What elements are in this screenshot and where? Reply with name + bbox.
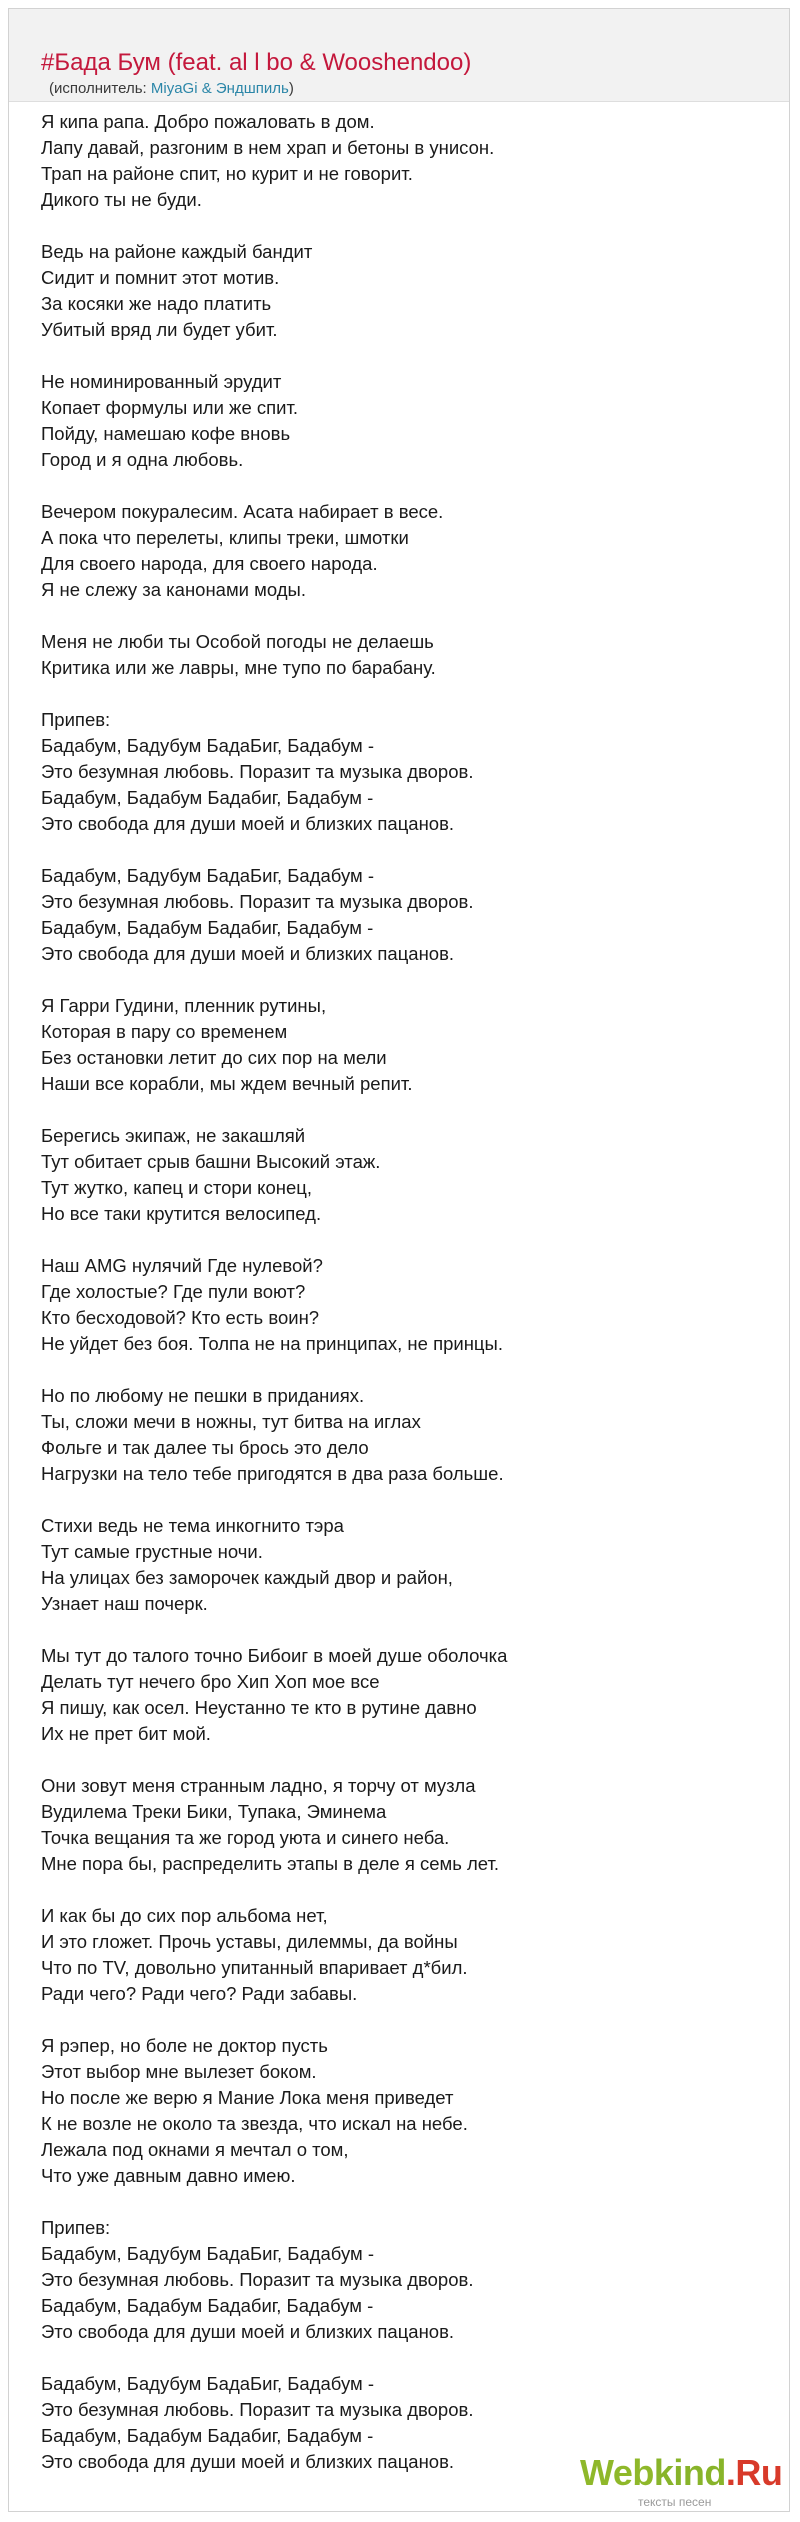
lyrics-line: Нагрузки на тело тебе пригодятся в два раза больше. [41, 1463, 504, 1484]
lyrics-line: Но все таки крутится велосипед. [41, 1203, 322, 1224]
song-title: #Бада Бум (feat. al l bo & Wooshendoo) [41, 49, 472, 76]
lyrics-line: Они зовут меня странным ладно, я торчу от музла [41, 1775, 476, 1796]
lyrics-line: Это свобода для души моей и близких пацанов. [41, 2321, 455, 2342]
lyrics-line: Это безумная любовь. Поразит та музыка дворов. [41, 891, 474, 912]
lyrics-line: Это безумная любовь. Поразит та музыка дворов. [41, 2269, 474, 2290]
lyrics-line: Я рэпер, но боле не доктор пусть [41, 2035, 328, 2056]
lyrics-line: Точка вещания та же город уюта и синего неба. [41, 1827, 450, 1848]
logo-dot: . [725, 2452, 736, 2493]
lyrics-line: Это безумная любовь. Поразит та музыка дворов. [41, 761, 474, 782]
lyrics-line: Узнает наш почерк. [41, 1593, 208, 1614]
lyrics-line: Тут самые грустные ночи. [41, 1541, 263, 1562]
lyrics-line: Бадабум, Бадубум БадаБиг, Бадабум - [41, 2243, 375, 2264]
lyrics-line: Ведь на районе каждый бандит [41, 241, 313, 262]
lyrics-line: Это свобода для души моей и близких пацанов. [41, 813, 455, 834]
logo-web: Web [580, 2452, 654, 2493]
lyrics-line: Меня не люби ты Особой погоды не делаешь [41, 631, 434, 652]
lyrics-line: Что уже давным давно имею. [41, 2165, 296, 2186]
lyrics-line: Я не слежу за канонами моды. [41, 579, 306, 600]
lyrics-stanza [41, 1773, 741, 1877]
lyrics-line: Бадабум, Бадубум БадаБиг, Бадабум - [41, 865, 375, 886]
logo-wordmark [580, 2453, 782, 2493]
artist-prefix: (исполнитель: [49, 80, 151, 97]
lyrics-line: Наш AMG нулячий Где нулевой? [41, 1255, 323, 1276]
lyrics-line: Но по любому не пешки в приданиях. [41, 1385, 365, 1406]
lyrics-line: А пока что перелеты, клипы треки, шмотки [41, 527, 409, 548]
lyrics-line: Вудилема Треки Бики, Тупака, Эминема [41, 1801, 387, 1822]
lyrics-line: За косяки же надо платить [41, 293, 272, 314]
lyrics-line: Фольге и так далее ты брось это дело [41, 1437, 369, 1458]
lyrics-line: К не возле не около та звезда, что искал на небе. [41, 2113, 468, 2134]
lyrics-line: Я Гарри Гудини, пленник рутины, [41, 995, 327, 1016]
lyrics-line: Я кипа рапа. Добро пожаловать в дом. [41, 111, 375, 132]
lyrics-line: Кто бесходовой? Кто есть воин? [41, 1307, 320, 1328]
webkind-logo [580, 2452, 783, 2513]
lyrics-line: Бадабум, Бадабум Бадабиг, Бадабум - [41, 2295, 374, 2316]
lyrics-line: Без остановки летит до сих пор на мели [41, 1047, 387, 1068]
logo-kind: kind [653, 2452, 726, 2493]
song-header [9, 9, 789, 102]
lyrics-line: Припев: [41, 709, 111, 730]
lyrics-line: Убитый вряд ли будет убит. [41, 319, 278, 340]
lyrics-line: Лежала под окнами я мечтал о том, [41, 2139, 349, 2160]
lyrics-line: Их не прет бит мой. [41, 1723, 211, 1744]
lyrics-line: Ради чего? Ради чего? Ради забавы. [41, 1983, 358, 2004]
lyrics-body [41, 109, 741, 2501]
lyrics-line: Сидит и помнит этот мотив. [41, 267, 280, 288]
lyrics-stanza [41, 109, 741, 213]
lyrics-line: Где холостые? Где пули воют? [41, 1281, 306, 1302]
lyrics-line: Это свобода для души моей и близких пацанов. [41, 2451, 455, 2472]
lyrics-line: Стихи ведь не тема инкогнито тэра [41, 1515, 344, 1536]
lyrics-line: Бадабум, Бадабум Бадабиг, Бадабум - [41, 917, 374, 938]
lyrics-line: Тут жутко, капец и стори конец, [41, 1177, 313, 1198]
lyrics-line: Я пишу, как осел. Неустанно те кто в рутине давно [41, 1697, 477, 1718]
lyrics-stanza [41, 1643, 741, 1747]
logo-tagline: тексты песен [638, 2495, 712, 2509]
lyrics-line: Лапу давай, разгоним в нем храп и бетоны в унисон. [41, 137, 495, 158]
lyrics-line: Дикого ты не буди. [41, 189, 202, 210]
lyrics-line: Не номинированный эрудит [41, 371, 282, 392]
lyrics-line: Бадабум, Бадабум Бадабиг, Бадабум - [41, 787, 374, 808]
lyrics-line: Бадабум, Бадабум Бадабиг, Бадабум - [41, 2425, 374, 2446]
lyrics-line: Делать тут нечего бро Хип Хоп мое все [41, 1671, 380, 1692]
lyrics-line: Тут обитает срыв башни Высокий этаж. [41, 1151, 381, 1172]
lyrics-line: Что по TV, довольно упитанный впаривает д*бил. [41, 1957, 468, 1978]
lyrics-line: Этот выбор мне вылезет боком. [41, 2061, 317, 2082]
lyrics-line: Трап на районе спит, но курит и не говорит. [41, 163, 413, 184]
lyrics-line: Вечером покуралесим. Асата набирает в весе. [41, 501, 444, 522]
lyrics-line: Город и я одна любовь. [41, 449, 244, 470]
lyrics-stanza [41, 1383, 741, 1487]
lyrics-line: Бадабум, Бадубум БадаБиг, Бадабум - [41, 735, 375, 756]
lyrics-line: Критика или же лавры, мне тупо по барабану. [41, 657, 436, 678]
lyrics-line: Наши все корабли, мы ждем вечный репит. [41, 1073, 413, 1094]
lyrics-stanza [41, 993, 741, 1097]
lyrics-line: Ты, сложи мечи в ножны, тут битва на иглах [41, 1411, 421, 1432]
lyrics-line: Берегись экипаж, не закашляй [41, 1125, 306, 1146]
artist-link[interactable]: MiyaGi & Эндшпиль [150, 80, 289, 97]
lyrics-stanza [41, 2033, 741, 2189]
lyrics-stanza [41, 629, 741, 681]
lyrics-stanza [41, 499, 741, 603]
lyrics-line: На улицах без заморочек каждый двор и район, [41, 1567, 453, 1588]
lyrics-stanza [41, 1903, 741, 2007]
lyrics-stanza [41, 369, 741, 473]
lyrics-stanza [41, 2215, 741, 2345]
lyrics-line: Мы тут до талого точно Бибоиг в моей душе оболочка [41, 1645, 508, 1666]
lyrics-line: Это безумная любовь. Поразит та музыка дворов. [41, 2399, 474, 2420]
lyrics-stanza [41, 707, 741, 837]
lyrics-line: Которая в пару со временем [41, 1021, 288, 1042]
lyrics-line: Пойду, намешаю кофе вновь [41, 423, 291, 444]
lyrics-line: Копает формулы или же спит. [41, 397, 299, 418]
artist-suffix: ) [288, 80, 294, 97]
lyrics-line: Мне пора бы, распределить этапы в деле я семь лет. [41, 1853, 500, 1874]
logo-ru: Ru [735, 2452, 783, 2493]
lyrics-line: И как бы до сих пор альбома нет, [41, 1905, 328, 1926]
lyrics-stanza [41, 239, 741, 343]
lyrics-line: Для своего народа, для своего народа. [41, 553, 378, 574]
lyrics-stanza [41, 1253, 741, 1357]
lyrics-line: Это свобода для души моей и близких пацанов. [41, 943, 455, 964]
lyrics-line: Бадабум, Бадубум БадаБиг, Бадабум - [41, 2373, 375, 2394]
lyrics-line: И это гложет. Прочь уставы, дилеммы, да войны [41, 1931, 458, 1952]
lyrics-stanza [41, 1513, 741, 1617]
lyrics-line: Не уйдет без боя. Толпа не на принципах, не принцы. [41, 1333, 503, 1354]
lyrics-stanza [41, 863, 741, 967]
lyrics-stanza [41, 1123, 741, 1227]
artist-line [49, 80, 294, 98]
lyrics-line: Но после же верю я Мание Лока меня приведет [41, 2087, 454, 2108]
lyrics-line: Припев: [41, 2217, 111, 2238]
